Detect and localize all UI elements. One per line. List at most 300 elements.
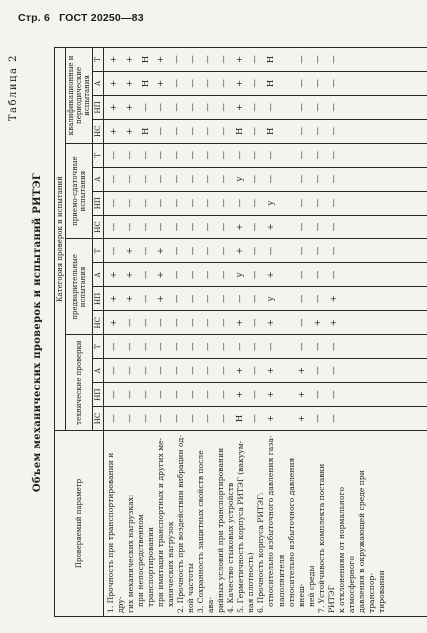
mark-column	[104, 167, 427, 191]
mark-cell	[358, 218, 374, 237]
mark-cell: —	[219, 103, 230, 112]
mark-cell	[343, 289, 359, 308]
mark-cell: —	[250, 55, 261, 64]
mark-cell	[405, 409, 421, 428]
mark-cell	[421, 218, 427, 237]
parameter-list	[104, 431, 427, 617]
mark-cell: —	[171, 174, 182, 184]
mark-cell	[374, 170, 390, 189]
mark-cell: —	[328, 390, 339, 399]
parameter-line: при непосредственном транспортировании	[136, 514, 156, 607]
mark-cell: —	[250, 174, 261, 184]
mark-cell: —	[187, 246, 198, 256]
mark-cell: —	[187, 174, 198, 184]
mark-cell: —	[297, 150, 308, 160]
mark-cell: —	[203, 318, 214, 328]
mark-cell: —	[219, 390, 230, 399]
mark-cell: —	[187, 79, 198, 88]
mark-cell: +	[109, 55, 120, 64]
mark-cell: —	[140, 294, 151, 304]
mark-cell	[358, 194, 374, 213]
mark-cell	[343, 337, 359, 356]
mark-cell: —	[156, 366, 167, 375]
mark-cell: +	[124, 103, 135, 111]
mark-cell: +	[313, 319, 324, 327]
mark-cell: —	[250, 150, 261, 160]
mark-cell	[374, 50, 390, 69]
mark-column	[104, 311, 427, 335]
mark-cell: —	[171, 246, 182, 256]
mark-cell: —	[297, 79, 308, 88]
mark-cell	[374, 265, 390, 284]
mark-cell: +	[328, 319, 339, 327]
mark-cell: +	[234, 223, 245, 231]
mark-cell: —	[250, 366, 261, 375]
mark-cell	[405, 313, 421, 332]
mark-cell: —	[109, 222, 120, 232]
mark-cell: —	[250, 79, 261, 88]
mark-cell	[280, 409, 296, 428]
mark-cell: —	[203, 127, 214, 136]
mark-cell: Н	[266, 79, 277, 88]
mark-cell: —	[156, 174, 167, 184]
mark-cell: —	[203, 174, 214, 184]
mark-cell: —	[266, 103, 277, 112]
standard-code: ГОСТ 20250—83	[59, 12, 144, 24]
param-header: Проверяемый параметр	[55, 431, 104, 617]
mark-cell: —	[313, 174, 324, 184]
mark-cell	[405, 50, 421, 69]
mark-cell: +	[156, 55, 167, 64]
mark-cell	[358, 361, 374, 380]
mark-cell: —	[124, 222, 135, 232]
mark-cell	[280, 50, 296, 69]
mark-cell: —	[203, 198, 214, 208]
mark-cell: —	[156, 390, 167, 399]
mark-cell: +	[234, 367, 245, 375]
mark-cell	[343, 98, 359, 117]
mark-cell: —	[203, 79, 214, 88]
mark-cell: —	[313, 414, 324, 423]
mark-cell: —	[250, 103, 261, 112]
mark-cell: —	[219, 366, 230, 375]
mark-cell: —	[250, 270, 261, 280]
mark-column	[104, 143, 427, 167]
mark-cell: —	[250, 222, 261, 232]
mark-cell: —	[203, 342, 214, 351]
page-header	[18, 12, 150, 24]
mark-cell: —	[109, 246, 120, 256]
group-header: приемо-сдаточные испытания	[66, 143, 93, 239]
mark-cell: —	[328, 270, 339, 280]
mark-cell	[374, 242, 390, 261]
mark-cell: —	[187, 127, 198, 136]
mark-cell: —	[124, 366, 135, 375]
mark-cell: —	[203, 294, 214, 304]
mark-cell	[405, 98, 421, 117]
mark-cell	[405, 265, 421, 284]
mark-cell: —	[140, 366, 151, 375]
mark-cell: —	[219, 294, 230, 304]
mark-cell: —	[297, 55, 308, 64]
mark-cell: —	[156, 103, 167, 112]
mark-cell: —	[266, 150, 277, 160]
group-header: предварительные испытания	[66, 239, 93, 335]
mark-cell: —	[203, 390, 214, 399]
mark-cell: —	[187, 198, 198, 208]
mark-cell	[390, 361, 406, 380]
mark-cell	[280, 385, 296, 404]
mark-column	[104, 48, 427, 72]
mark-cell: —	[140, 198, 151, 208]
mark-cell	[343, 385, 359, 404]
mark-cell: —	[156, 414, 167, 423]
mark-cell	[390, 98, 406, 117]
mark-cell	[421, 98, 427, 117]
mark-cell	[405, 170, 421, 189]
mark-cell	[343, 170, 359, 189]
rotated-table-area	[8, 40, 418, 625]
mark-cell	[374, 74, 390, 93]
mark-cell	[374, 313, 390, 332]
mark-cell: —	[250, 414, 261, 423]
column-header: НП	[93, 287, 104, 311]
mark-cell: +	[234, 391, 245, 399]
mark-cell: —	[266, 246, 277, 256]
mark-cell: —	[219, 198, 230, 208]
table-row	[104, 48, 427, 617]
mark-cell	[343, 265, 359, 284]
mark-cell: —	[140, 414, 151, 423]
mark-cell: —	[171, 150, 182, 160]
mark-cell: Н	[234, 127, 245, 135]
mark-cell: —	[297, 222, 308, 232]
mark-cell: —	[140, 103, 151, 112]
column-header: А	[93, 263, 104, 287]
mark-cell	[421, 265, 427, 284]
mark-cell: —	[297, 318, 308, 328]
mark-cell: —	[297, 294, 308, 304]
mark-cell	[421, 122, 427, 141]
mark-cell: —	[328, 79, 339, 88]
mark-cell: —	[328, 55, 339, 64]
mark-cell: —	[313, 390, 324, 399]
mark-cell	[280, 265, 296, 284]
mark-cell: —	[297, 246, 308, 256]
mark-cell: —	[156, 318, 167, 328]
mark-cell: —	[187, 294, 198, 304]
mark-column	[104, 407, 427, 431]
mark-cell	[343, 50, 359, 69]
parameter-line: ханических нагрузок	[166, 521, 176, 607]
mark-cell	[358, 146, 374, 165]
mark-cell: —	[140, 318, 151, 328]
mark-cell: Н	[140, 127, 151, 135]
mark-cell: —	[140, 342, 151, 351]
mark-cell: —	[171, 55, 182, 64]
mark-cell	[405, 289, 421, 308]
mark-cell: +	[156, 271, 167, 279]
mark-cell	[280, 194, 296, 213]
mark-cell: —	[171, 79, 182, 88]
mark-cell: +	[156, 247, 167, 255]
mark-cell	[405, 74, 421, 93]
mark-cell: —	[313, 127, 324, 136]
mark-cell	[374, 122, 390, 141]
mark-cell: у	[234, 176, 245, 182]
mark-cell	[374, 361, 390, 380]
mark-cell	[421, 74, 427, 93]
mark-cell: —	[328, 127, 339, 136]
mark-cell	[390, 50, 406, 69]
mark-cell: —	[328, 174, 339, 184]
mark-cell: —	[109, 414, 120, 423]
mark-cell	[390, 146, 406, 165]
mark-cell: +	[109, 79, 120, 87]
mark-cell	[280, 242, 296, 261]
mark-cell: —	[250, 246, 261, 256]
mark-cell: +	[266, 414, 277, 423]
parameter-line: 7. Устойчивость комплекта поставки РИТЭГ	[316, 463, 336, 613]
mark-cell	[343, 218, 359, 237]
mark-cell	[280, 146, 296, 165]
mark-cell	[374, 337, 390, 356]
mark-cell: —	[313, 246, 324, 256]
mark-cell	[374, 146, 390, 165]
mark-cell: —	[219, 174, 230, 184]
mark-cell: —	[203, 414, 214, 423]
mark-cell	[405, 361, 421, 380]
mark-cell	[390, 242, 406, 261]
mark-cell: —	[156, 127, 167, 136]
mark-cell: +	[266, 223, 277, 231]
mark-cell: —	[328, 150, 339, 160]
mark-cell: +	[297, 391, 308, 399]
mark-cell	[374, 289, 390, 308]
mark-cell	[280, 313, 296, 332]
mark-cell: —	[313, 150, 324, 160]
mark-cell: +	[156, 79, 167, 87]
mark-cell: —	[187, 55, 198, 64]
mark-cell: —	[313, 222, 324, 232]
column-header: НП	[93, 383, 104, 407]
parameter-line: относительно избыточного давления внеш-	[286, 457, 306, 607]
mark-cell: +	[328, 295, 339, 303]
mark-cell: у	[266, 296, 277, 302]
mark-cell: —	[297, 198, 308, 208]
mark-cell: Н	[234, 414, 245, 423]
mark-cell: —	[124, 198, 135, 208]
mark-cell	[390, 289, 406, 308]
mark-column	[104, 239, 427, 263]
mark-cell	[358, 313, 374, 332]
parameter-line: ной частоты	[186, 563, 196, 613]
mark-cell	[421, 50, 427, 69]
mark-cell: —	[250, 294, 261, 304]
parameter-line: 1. Прочность при транспортировании и дру-	[106, 452, 126, 613]
mark-cell	[421, 361, 427, 380]
mark-cell: —	[313, 270, 324, 280]
mark-cell: —	[109, 174, 120, 184]
mark-cell	[374, 98, 390, 117]
mark-cell	[358, 74, 374, 93]
mark-column	[104, 335, 427, 359]
mark-cell: —	[219, 150, 230, 160]
mark-cell: —	[328, 342, 339, 351]
mark-cell	[358, 50, 374, 69]
mark-cell	[390, 122, 406, 141]
mark-cell: —	[297, 103, 308, 112]
mark-cell: —	[250, 198, 261, 208]
mark-column	[104, 383, 427, 407]
mark-cell: —	[187, 318, 198, 328]
mark-cell	[280, 289, 296, 308]
group-header: квалификационные и периодические испытания	[66, 48, 93, 144]
group-header: технические проверки	[66, 335, 93, 431]
mark-cell: —	[140, 390, 151, 399]
mark-cell: —	[171, 414, 182, 423]
mark-cell	[280, 98, 296, 117]
column-header: НС	[93, 311, 104, 335]
column-header: Т	[93, 48, 104, 72]
mark-cell: —	[203, 103, 214, 112]
column-header: НС	[93, 215, 104, 239]
mark-cell: +	[266, 367, 277, 375]
mark-cell: +	[234, 79, 245, 87]
mark-cell: —	[124, 414, 135, 423]
parameter-line: при имитации транспортных и других ме-	[156, 437, 166, 607]
mark-cell: —	[171, 198, 182, 208]
mark-cell: +	[234, 319, 245, 327]
mark-cell: —	[219, 342, 230, 351]
mark-cell: —	[187, 150, 198, 160]
parameter-line: к отклонениям от нормального атмосферного	[336, 486, 356, 613]
mark-cell: +	[266, 391, 277, 399]
mark-cell: —	[156, 198, 167, 208]
mark-cell: +	[234, 55, 245, 64]
parameter-line: 4. Качество стыковых устройств	[226, 482, 236, 613]
mark-cell: —	[203, 222, 214, 232]
column-header: А	[93, 359, 104, 383]
mark-cell	[390, 409, 406, 428]
mark-cell: +	[109, 319, 120, 327]
mark-cell	[390, 218, 406, 237]
mark-cell	[390, 74, 406, 93]
mark-cell	[421, 170, 427, 189]
mark-cell	[358, 170, 374, 189]
mark-cell: —	[234, 198, 245, 208]
mark-cell	[421, 194, 427, 213]
mark-cell	[390, 170, 406, 189]
parameter-line: 2. Прочность при воздействии вибрации од-	[176, 435, 186, 613]
mark-cell: Н	[140, 79, 151, 88]
mark-cell	[280, 170, 296, 189]
mark-cell: —	[250, 390, 261, 399]
mark-cell	[343, 313, 359, 332]
mark-cell: —	[219, 246, 230, 256]
mark-column	[104, 263, 427, 287]
column-header: НП	[93, 191, 104, 215]
mark-cell: —	[203, 246, 214, 256]
mark-cell: —	[171, 318, 182, 328]
category-header: Категория проверок и испытаний	[55, 48, 66, 431]
checks-table	[54, 47, 427, 617]
mark-cell: —	[171, 342, 182, 351]
mark-cell: —	[297, 270, 308, 280]
mark-cell: —	[219, 79, 230, 88]
mark-cell	[390, 265, 406, 284]
parameter-line: тировании	[376, 570, 386, 613]
mark-cell: —	[328, 246, 339, 256]
mark-cell: —	[187, 366, 198, 375]
mark-cell: —	[171, 222, 182, 232]
mark-cell	[358, 337, 374, 356]
mark-cell: —	[234, 294, 245, 304]
mark-cell: —	[109, 198, 120, 208]
mark-cell	[343, 146, 359, 165]
mark-cell: у	[266, 200, 277, 206]
column-header: Т	[93, 239, 104, 263]
mark-cell: —	[171, 366, 182, 375]
mark-cell: +	[124, 79, 135, 87]
mark-cell	[374, 385, 390, 404]
parameter-line: ная плотность)	[246, 552, 256, 613]
mark-cell	[405, 242, 421, 261]
mark-cell: —	[140, 270, 151, 280]
mark-cell: —	[124, 390, 135, 399]
parameter-line: наполнителя	[276, 554, 286, 607]
mark-cell: —	[171, 127, 182, 136]
mark-cell	[358, 98, 374, 117]
mark-cell: —	[234, 342, 245, 351]
mark-cell: —	[219, 55, 230, 64]
mark-cell: —	[140, 222, 151, 232]
mark-cell: —	[328, 103, 339, 112]
mark-column	[104, 71, 427, 95]
mark-cell: —	[187, 414, 198, 423]
mark-cell	[358, 409, 374, 428]
parameter-line: давления в окружающей среде при транспор-	[356, 470, 376, 613]
parameter-line: 5. Герметичность корпуса РИТЭГ (вакуум-	[236, 440, 246, 613]
mark-cell	[358, 122, 374, 141]
column-header: НС	[93, 407, 104, 431]
mark-cell: —	[203, 366, 214, 375]
mark-cell: +	[234, 103, 245, 111]
mark-cell: —	[156, 342, 167, 351]
mark-cell	[280, 337, 296, 356]
mark-cell	[405, 194, 421, 213]
mark-cell: +	[234, 247, 245, 255]
mark-cell: —	[313, 79, 324, 88]
mark-cell: —	[328, 414, 339, 423]
mark-cell: —	[171, 270, 182, 280]
mark-cell	[390, 313, 406, 332]
mark-cell: —	[187, 270, 198, 280]
mark-cell: +	[109, 295, 120, 303]
mark-cell	[405, 218, 421, 237]
mark-cell: —	[156, 150, 167, 160]
mark-cell: +	[124, 295, 135, 303]
table-title: Объем механических проверок и испытаний РИТЭГ	[32, 172, 43, 493]
mark-cell: —	[187, 342, 198, 351]
mark-cell	[343, 242, 359, 261]
parameter-line: 6. Прочность корпуса РИТЭГ:	[256, 492, 266, 613]
mark-cell: +	[124, 247, 135, 255]
column-header: Т	[93, 143, 104, 167]
mark-cell	[421, 289, 427, 308]
page-number: Стр. 6	[18, 12, 51, 24]
mark-cell: у	[234, 272, 245, 278]
